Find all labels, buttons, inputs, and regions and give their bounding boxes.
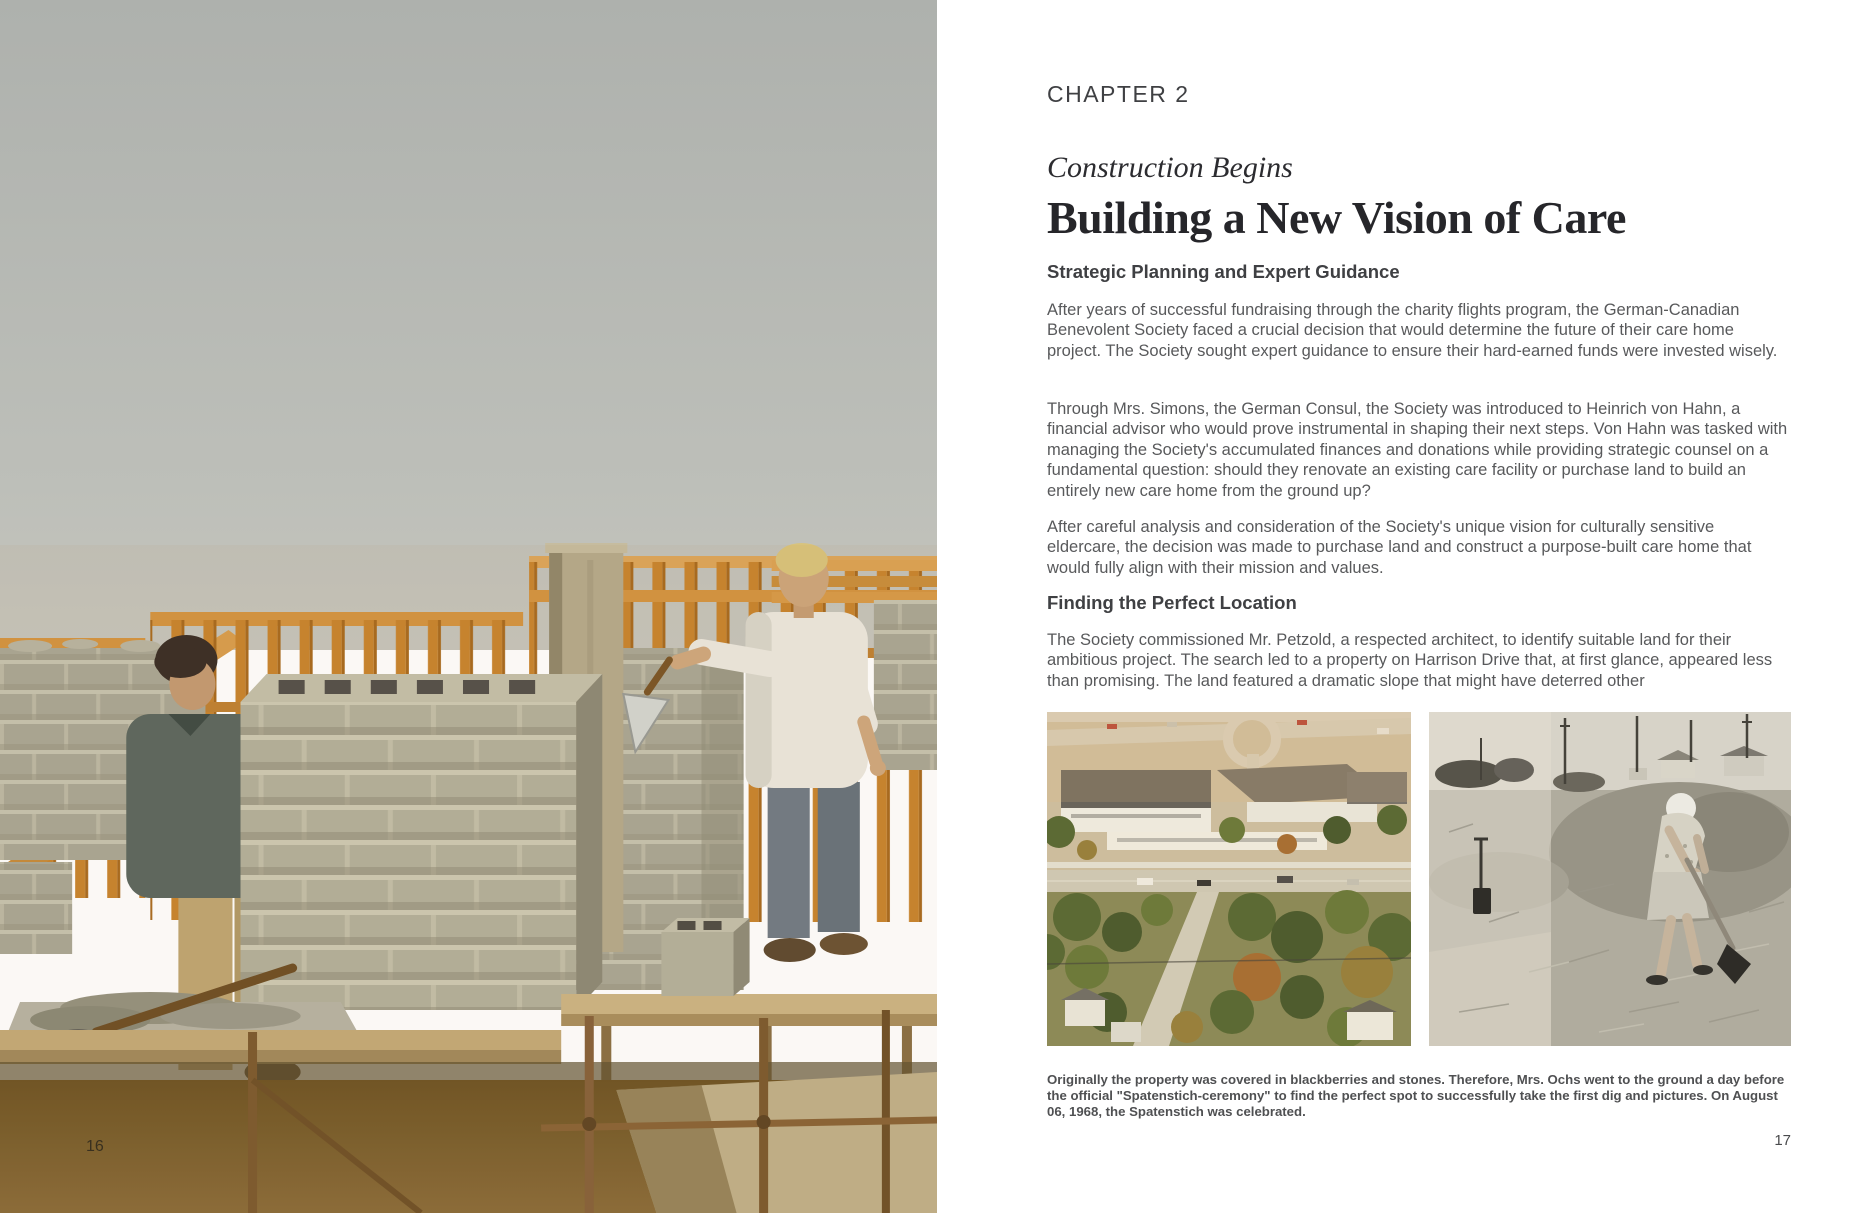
page-right	[937, 0, 1870, 1213]
page-number-right: 17	[1774, 1132, 1791, 1149]
groundbreaking-photo-illustration	[1429, 712, 1791, 1046]
aerial-photo	[1047, 712, 1411, 1046]
chapter-label: CHAPTER 2	[1047, 81, 1190, 107]
photo-row	[1047, 712, 1791, 1046]
paragraph-petzold: The Society commissioned Mr. Petzold, a respected architect, to identify suitable land for their ambitious project. The search led to a property on Harrison Drive that, at first glance, appeared less than promising. The land featured a dramatic slope that might have deterred other	[1047, 631, 1773, 690]
photo-caption: Originally the property was covered in blackberries and stones. Therefore, Mrs. Ochs went to the ground a day before the official "Spatenstich-ceremony" to find the perfect spot to successfully take the first dig and pictures. On August 06, 1968, the Spatenstich was celebrated.	[1047, 1072, 1785, 1120]
aerial-photo-illustration	[1047, 712, 1411, 1046]
groundbreaking-photo	[1429, 712, 1791, 1046]
page-number-left: 16	[86, 1138, 104, 1155]
section-heading-strategic-planning: Strategic Planning and Expert Guidance	[1047, 261, 1400, 282]
chapter-subtitle: Construction Begins	[1047, 151, 1293, 184]
paragraph-fundraising: After years of successful fundraising through the charity flights program, the German-Canadian Benevolent Society faced a crucial decision that would determine the future of their care home project. The Society sought expert guidance to ensure their hard-earned funds were invested wisely.	[1047, 301, 1778, 360]
paragraph-von-hahn: Through Mrs. Simons, the German Consul, the Society was introduced to Heinrich von Hahn, a financial advisor who would prove instrumental in shaping their next steps. Von Hahn was tasked with managing the Society's accumulated finances and donations while providing strategic counsel on a fundamental question: should they renovate an existing care facility or purchase land to build an entirely new care home from the ground up?	[1047, 400, 1788, 500]
paragraph-decision: After careful analysis and consideration of the Society's unique vision for culturally sensitive eldercare, the decision was made to purchase land and construct a purpose-built care home that would fully align with their mission and values.	[1047, 518, 1752, 577]
chapter-title: Building a New Vision of Care	[1047, 192, 1626, 243]
section-heading-perfect-location: Finding the Perfect Location	[1047, 592, 1297, 613]
